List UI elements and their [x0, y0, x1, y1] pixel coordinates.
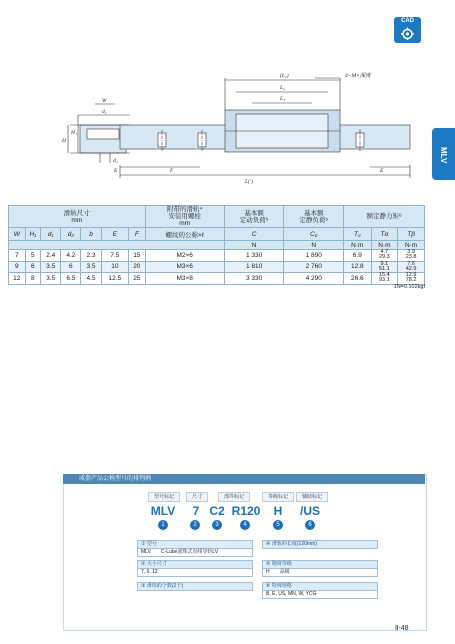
cell-T0: 26.6 [344, 273, 371, 285]
col-Ta: Tα [371, 228, 398, 241]
cell-C0: 2 760 [284, 261, 344, 273]
col-group-stat: 基本额 定静负荷⁵ [284, 206, 344, 228]
section-tab-label: MLV [439, 146, 448, 164]
marker-1: 1 [158, 520, 168, 530]
col-C: C [224, 228, 284, 241]
legend-box-value: 7, 9, 12 [141, 569, 158, 575]
legend-box-head: ④ 滑轨的长度(120mm) [262, 540, 378, 549]
cell-b: 2.3 [81, 250, 101, 262]
cell-d1: 2.4 [41, 250, 61, 262]
legend-box-head: ③ 滑块的个数(2个) [137, 582, 253, 591]
dim-thread: 4−M×深度 [345, 73, 371, 79]
dim-W: W [102, 98, 107, 104]
marker-3: 3 [212, 520, 222, 530]
dim-H1: H₁ [71, 130, 77, 136]
unit-note: 1N=0.102kgf [393, 284, 425, 290]
cell-H1: 5 [25, 250, 41, 262]
legend-box-desc: C-Lube滚珠式直线导轨LV [160, 549, 219, 555]
caption-model: 型号标记 [148, 492, 180, 502]
cell-b: 4.5 [81, 273, 101, 285]
col-E: E [101, 228, 128, 241]
cad-badge[interactable] [394, 17, 421, 43]
dim-E-left: E [114, 168, 118, 174]
cell-T0: 6.9 [344, 250, 371, 262]
cell-F: 25 [129, 273, 146, 285]
col-group-rail: 滑轨尺寸 mm [9, 206, 146, 228]
legend-box-desc: 高级 [279, 569, 290, 575]
dim-d1: d₁ [102, 109, 107, 115]
cell-bolt: M3×8 [145, 273, 224, 285]
cell-Ta-2: 29.3 [379, 254, 390, 261]
unit-T0: N·m [344, 241, 371, 250]
cell-E: 12.5 [101, 273, 128, 285]
cell-T0: 12.8 [344, 261, 371, 273]
marker-2: 2 [190, 520, 200, 530]
rail-dimension-drawing [40, 70, 420, 188]
code-size: 7 [192, 504, 200, 518]
cell-Ta-2: 51.1 [379, 265, 390, 272]
cell-Tb [398, 273, 425, 285]
col-d2: d₂ [61, 228, 81, 241]
cell-H1: 6 [25, 261, 41, 273]
cell-Ta-1: 15.4 [379, 272, 390, 279]
cell-C0: 1 890 [284, 250, 344, 262]
col-W: W [9, 228, 26, 241]
legend-box-model [137, 540, 253, 557]
cell-Ta-1: 9.1 [380, 260, 389, 267]
cell-Ta-2: 93.1 [379, 277, 390, 284]
example-panel-title: 成套产品公称型号的排列例 [63, 474, 425, 484]
cell-W: 12 [9, 273, 26, 285]
caption-aux: 辅助标记 [296, 492, 328, 502]
cell-H1: 8 [25, 273, 41, 285]
cell-Tb [398, 261, 425, 273]
cell-Ta [371, 261, 398, 273]
col-b: b [81, 228, 101, 241]
table-row [9, 273, 425, 285]
dim-L2: L₂ [280, 85, 285, 91]
code-grade: H [273, 504, 283, 518]
section-tab-mlv[interactable] [432, 128, 455, 180]
cell-b: 3.5 [81, 261, 101, 273]
col-group-bolt: 附带的滑轨⁴ 安装用螺栓 mm [145, 206, 224, 228]
col-C0: C₀ [284, 228, 344, 241]
cell-W: 9 [9, 261, 26, 273]
unit-blank [9, 241, 225, 250]
cell-d2: 4.2 [61, 250, 81, 262]
legend-box-head: ② 大小尺寸 [137, 560, 253, 569]
legend-box-head: ① 型号 [137, 540, 253, 549]
cell-bolt: M2×6 [145, 250, 224, 262]
caption-grade: 等级标记 [262, 492, 294, 502]
unit-Ta: N·m [371, 241, 398, 250]
cell-C: 1 330 [224, 250, 284, 262]
cell-Tb-1: 3.9 [407, 249, 415, 256]
marker-6: 6 [305, 520, 315, 530]
marker-5: 5 [273, 520, 283, 530]
table-row [9, 250, 425, 262]
legend-box-length [262, 540, 378, 549]
code-model: MLV [150, 504, 176, 518]
cell-Tb-2: 42.9 [405, 265, 417, 272]
cell-C0: 4 290 [284, 273, 344, 285]
cell-Tb-2: 23.8 [405, 254, 417, 261]
cell-Ta-1: 4.7 [380, 249, 389, 256]
code-length: R120 [231, 504, 261, 518]
dim-L1: (L₁) [280, 73, 289, 79]
col-group-dyn: 基本额 定动负荷⁵ [224, 206, 284, 228]
legend-box-value: H [266, 569, 270, 575]
cell-F: 20 [129, 261, 146, 273]
cell-Tb-1: 12.9 [405, 272, 417, 279]
cell-C: 1 810 [224, 261, 284, 273]
spec-table [8, 205, 425, 285]
code-sliders: C2 [209, 504, 225, 518]
col-d1: d₁ [41, 228, 61, 241]
cell-bolt: M3×6 [145, 261, 224, 273]
col-group-moment: 额定静力矩⁶ [344, 206, 425, 228]
cell-W: 7 [9, 250, 26, 262]
legend-box-value: MLV [141, 549, 151, 555]
marker-4: 4 [240, 520, 250, 530]
col-bolt: 螺纹的公称×ℓ [145, 228, 224, 241]
caption-size: 尺寸 [186, 492, 208, 502]
legend-box-head: ⑥ 特殊规格 [262, 582, 378, 591]
cell-d1: 3.5 [41, 261, 61, 273]
col-T0: T₀ [344, 228, 371, 241]
cell-F: 15 [129, 250, 146, 262]
table-row [9, 261, 425, 273]
cell-Tb [398, 250, 425, 262]
dim-d3: d₃ [113, 158, 118, 164]
cell-Tb-1: 7.6 [407, 260, 415, 267]
caption-parts: 部件标记 [218, 492, 250, 502]
cad-label: CAD [401, 18, 414, 24]
legend-box-head: ⑤ 精度等级 [262, 560, 378, 569]
unit-C0: N [284, 241, 344, 250]
col-Tb: Tβ [398, 228, 425, 241]
legend-box-grade [262, 560, 378, 577]
dim-L3: L₃ [280, 96, 285, 102]
code-special: /US [299, 504, 320, 518]
unit-C: N [224, 241, 284, 250]
dim-F: F [170, 168, 174, 174]
cell-Ta [371, 273, 398, 285]
dim-E-right: E [380, 168, 384, 174]
cell-d2: 6 [61, 261, 81, 273]
cell-Tb-2: 78.2 [405, 277, 417, 284]
cell-d2: 6.5 [61, 273, 81, 285]
dim-L: L(′) [245, 179, 253, 185]
legend-box-size [137, 560, 253, 577]
legend-box-value: B, E, US, MN, W, YCG [266, 591, 317, 597]
cell-E: 10 [101, 261, 128, 273]
legend-box-special [262, 582, 378, 599]
page-number: Ⅱ-48 [395, 625, 409, 632]
cell-C: 3 330 [224, 273, 284, 285]
cell-d1: 3.5 [41, 273, 61, 285]
col-H1: H₁ [25, 228, 41, 241]
legend-box-sliders [137, 582, 253, 591]
dim-H: H [62, 138, 66, 144]
col-F: F [129, 228, 146, 241]
cad-gear-icon [400, 27, 415, 40]
unit-Tb: N·m [398, 241, 425, 250]
cell-Ta [371, 250, 398, 262]
cell-E: 7.5 [101, 250, 128, 262]
